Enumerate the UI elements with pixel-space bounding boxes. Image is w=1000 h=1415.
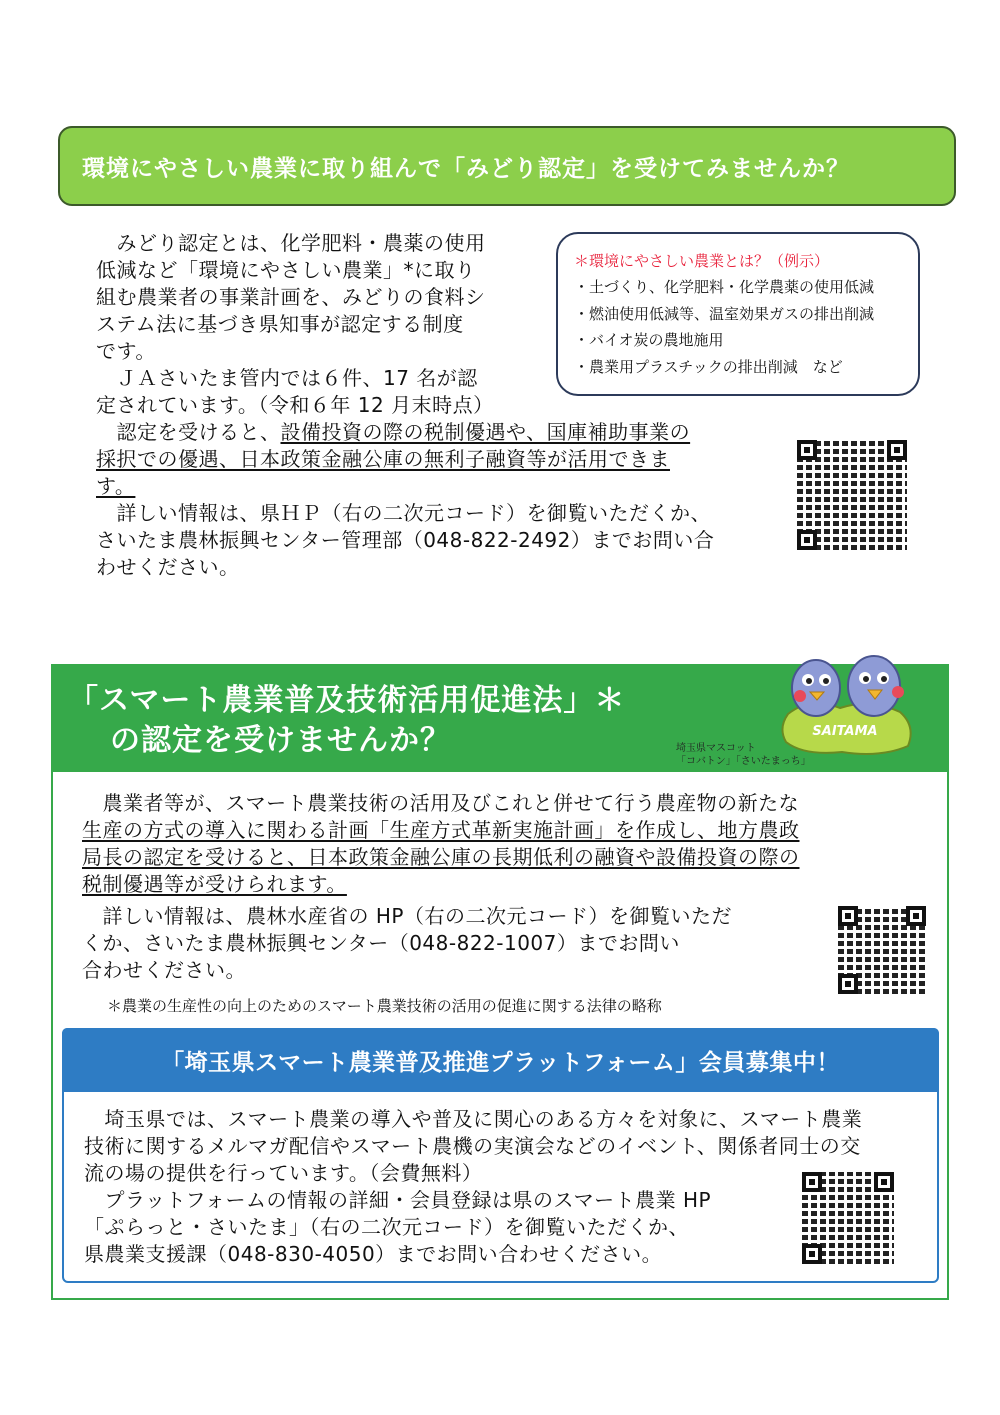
mascot-caption: 「コバトン」「さいたまっち」 bbox=[676, 756, 811, 767]
platform-text-line: 県農業支援課（048-830-4050）までお問い合わせください。 bbox=[84, 1242, 663, 1266]
smart-text-underline: 生産の方式の導入に関わる計画 bbox=[82, 818, 369, 842]
midori-contact bbox=[96, 500, 714, 581]
midori-text-line: 組む農業者の事業計画を、みどりの食料シ bbox=[96, 285, 486, 309]
smart-title-line1: 「スマート農業普及技術活用促進法」＊ bbox=[68, 683, 626, 718]
midori-benefit-prefix: 認定を受けると、 bbox=[96, 420, 281, 444]
midori-benefit-underline: 設備投資の際の税制優遇や、国庫補助事業の bbox=[280, 420, 691, 444]
smart-text-underline: 「生産方式革新実施計画」を作成し、地方農政 bbox=[369, 818, 800, 842]
midori-contact-line: わせください。 bbox=[96, 555, 240, 579]
smart-footnote: ＊農業の生産性の向上のためのスマート農業技術の活用の促進に関する法律の略称 bbox=[107, 997, 662, 1015]
callout-item: ・バイオ炭の農地施用 bbox=[574, 331, 724, 349]
midori-benefit-underline: す。 bbox=[96, 474, 136, 498]
platform-text bbox=[84, 1106, 862, 1268]
platform-text-line: 技術に関するメルマガ配信やスマート農機の実演会などのイベント、関係者同士の交 bbox=[84, 1134, 861, 1158]
midori-banner-title: 環境にやさしい農業に取り組んで「みどり認定」を受けてみませんか？ bbox=[82, 155, 850, 182]
mascot-caption: 埼玉県マスコット bbox=[676, 743, 756, 754]
midori-text-line: 定されています。（令和６年 12 月末時点） bbox=[96, 393, 494, 417]
callout-title: ＊環境にやさしい農業とは？（例示） bbox=[574, 252, 830, 270]
midori-intro bbox=[96, 230, 494, 419]
platform-text-line: 流の場の提供を行っています。（会費無料） bbox=[84, 1161, 483, 1185]
qr-code-icon[interactable] bbox=[797, 440, 907, 550]
smart-intro bbox=[82, 790, 800, 898]
smart-contact-line: くか、さいたま農林振興センター（048-822-1007）までお問い bbox=[82, 931, 680, 955]
midori-banner bbox=[58, 126, 956, 206]
midori-text-line: です。 bbox=[96, 339, 156, 363]
callout-item: ・農業用プラスチックの排出削減 など bbox=[574, 357, 843, 376]
smart-contact-line: 合わせください。 bbox=[82, 958, 246, 982]
platform-text-line: プラットフォームの情報の詳細・会員登録は県のスマート農業 HP bbox=[84, 1188, 712, 1212]
midori-text-line: ＪＡさいたま管内では６件、17 名が認 bbox=[96, 366, 478, 390]
midori-benefit-underline: 採択での優遇、日本政策金融公庫の無利子融資等が活用できま bbox=[96, 447, 670, 471]
smart-title-line2: の認定を受けませんか？ bbox=[110, 723, 451, 758]
midori-text-line: 低減など「環境にやさしい農業」*に取り bbox=[96, 258, 476, 282]
smart-text-underline: 局長の認定を受けると、日本政策金融公庫の長期低利の融資や設備投資の際の bbox=[82, 845, 800, 869]
qr-code-icon[interactable] bbox=[802, 1172, 894, 1264]
smart-contact-line: 詳しい情報は、農林水産省の HP（右の二次元コード）を御覧いただ bbox=[82, 904, 732, 928]
midori-contact-line: 詳しい情報は、県ＨＰ（右の二次元コード）を御覧いただくか、 bbox=[96, 501, 711, 525]
midori-contact-line: さいたま農林振興センター管理部（048-822-2492）までお問い合 bbox=[96, 528, 715, 552]
mascot-illustration bbox=[770, 648, 920, 760]
smart-contact bbox=[82, 903, 732, 984]
callout-item: ・燃油使用低減等、温室効果ガスの排出削減 bbox=[574, 304, 875, 323]
smart-text-underline: 税制優遇等が受けられます。 bbox=[82, 872, 347, 896]
midori-text-line: ステム法に基づき県知事が認定する制度 bbox=[96, 312, 464, 336]
platform-text-line: 「ぷらっと・さいたま」（右の二次元コード）を御覧いただくか、 bbox=[84, 1215, 689, 1239]
qr-code-icon[interactable] bbox=[838, 906, 926, 994]
midori-benefits bbox=[96, 419, 690, 500]
smart-text-line: 農業者等が、スマート農業技術の活用及びこれと併せて行う農産物の新たな bbox=[82, 791, 800, 815]
platform-text-line: 埼玉県では、スマート農業の導入や普及に関心のある方々を対象に、スマート農業 bbox=[84, 1107, 863, 1131]
platform-header bbox=[62, 1028, 939, 1092]
eco-farming-callout bbox=[556, 232, 920, 396]
callout-item: ・土づくり、化学肥料・化学農薬の使用低減 bbox=[574, 278, 875, 296]
mascot-badge: SAITAMA bbox=[812, 724, 878, 739]
midori-text-line: みどり認定とは、化学肥料・農薬の使用 bbox=[96, 231, 486, 255]
platform-title: 「埼玉県スマート農業普及推進プラットフォーム」会員募集中！ bbox=[161, 1049, 840, 1076]
